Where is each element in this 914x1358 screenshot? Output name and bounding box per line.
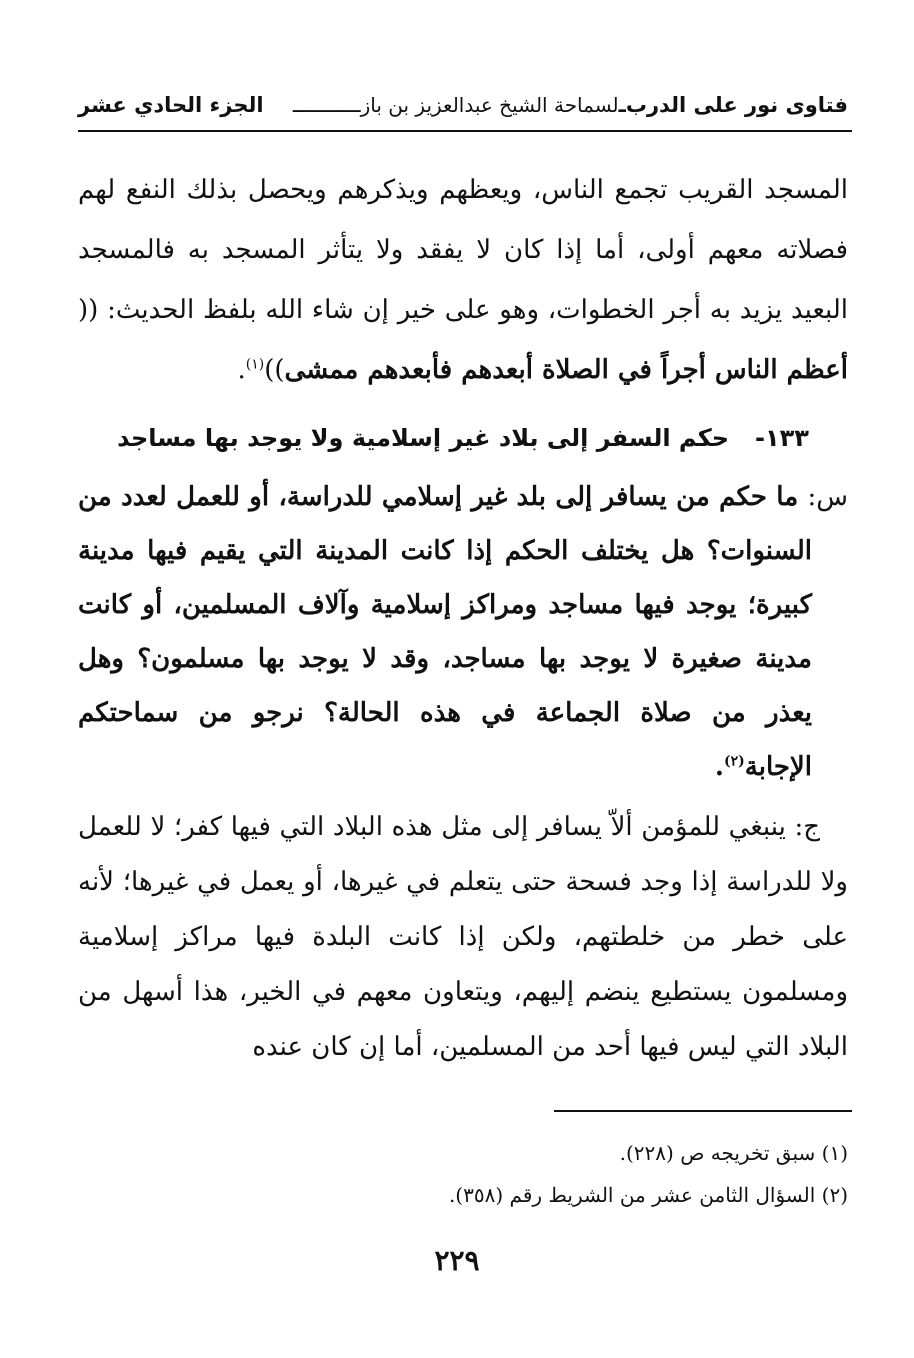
header-dash-line: ـــــــــــ [292, 93, 361, 117]
header-separator: ـ [618, 93, 626, 117]
hadith-closing: )) [264, 355, 285, 385]
footnotes [78, 1132, 848, 1216]
question-end: . [714, 752, 724, 782]
header-author: لسماحة الشيخ عبدالعزيز بن باز [360, 93, 619, 117]
question-paragraph [78, 470, 848, 794]
section-heading [78, 418, 848, 458]
footnote-ref-1: (١) [245, 356, 265, 373]
intro-end: . [237, 355, 246, 385]
page-number: ٢٢٩ [434, 1244, 480, 1277]
running-header [78, 88, 848, 122]
footnote-2: (٢) السؤال الثامن عشر من الشريط رقم (٣٥٨). [448, 1183, 848, 1207]
section-number: ١٣٣- [755, 424, 809, 452]
answer-text: ينبغي للمؤمن ألاّ يسافر إلى مثل هذه البلاد التي فيها كفر؛ لا للعمل ولا للدراسة إذا وجد فسحة حتى يتعلم في غيرها، أو يعمل في غيرها؛ لأنه على خطر من خلطتهم، ولكن إذا كانت البلدة فيها مراكز إسلامية ومسلمون يستطيع ينضم إليهم، ويتعاون معهم في الخير، هذا أسهل من البلاد التي ليس فيها أحد من المسلمين، أما إن كان عنده [78, 812, 848, 1062]
section-title: حكم السفر إلى بلاد غير إسلامية ولا يوجد بها مساجد [117, 424, 729, 452]
hadith-quote: أعظم الناس أجراً في الصلاة أبعدهم فأبعدهم ممشى [284, 355, 848, 385]
header-book-title: فتاوى نور على الدرب [625, 93, 848, 117]
header-rule [78, 130, 852, 132]
footnote-ref-2: (٢) [723, 753, 745, 770]
question-label: س: [807, 482, 848, 512]
header-volume: الجزء الحادي عشر [78, 93, 264, 117]
intro-paragraph [78, 160, 848, 400]
answer-paragraph [78, 800, 848, 1075]
footnote-1: (١) سبق تخريجه ص (٢٢٨). [619, 1141, 848, 1165]
answer-label: ج: [794, 812, 820, 842]
intro-text: المسجد القريب تجمع الناس، ويعظهم ويذكرهم ويحصل بذلك النفع لهم فصلاته معهم أولى، أما إذا كان لا يفقد ولا يتأثر المسجد به فالمسجد البعيد يزيد به أجر الخطوات، وهو على خير إن شاء الله بلفظ الحديث: (( [78, 175, 848, 325]
question-text: ما حكم من يسافر إلى بلد غير إسلامي للدراسة، أو للعمل لعدد من السنوات؟ هل يختلف الحكم إذا كانت المدينة التي يقيم فيها مدينة كبيرة؛ يوجد فيها مساجد ومراكز إسلامية وآلاف المسلمين، أو كانت مدينة صغيرة لا يوجد بها مساجد، وقد لا يوجد بها مسلمون؟ وهل يعذر من صلاة الجماعة في هذه الحالة؟ نرجو من سماحتكم الإجابة [78, 482, 812, 782]
footnote-rule [554, 1110, 852, 1112]
